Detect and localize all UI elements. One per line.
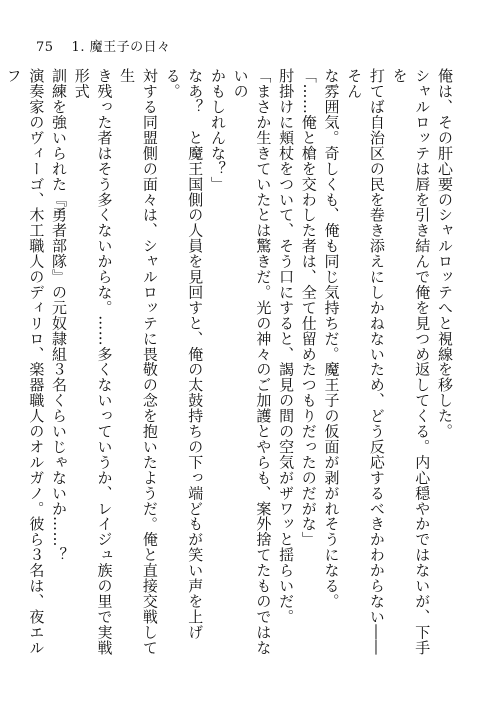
text-line: 演奏家のヴィーゴ、木工職人のディリロ、楽器職人のオルガノ。彼ら３名は、夜エルフ bbox=[4, 68, 46, 656]
text-line: シャルロッテは唇を引き結んで俺を見つめ返してくる。内心穏やかではないが、下手を bbox=[390, 68, 432, 656]
chapter-title: 1. 魔王子の日々 bbox=[71, 40, 171, 55]
text-line: き残った者はそう多くないからな。……多くないっていうか、レイジュ族の里で実戦形式 bbox=[72, 68, 114, 656]
text-line: 訓練を強いられた『勇者部隊』の元奴隷組３名くらいじゃないか……？ bbox=[50, 68, 69, 563]
text-line: な雰囲気。奇しくも、俺も同じ気持ちだ。魔王子の仮面が剥がれそうになる。 bbox=[322, 68, 341, 609]
text-line bbox=[0, 68, 2, 668]
page-number: 75 bbox=[36, 40, 54, 55]
text-line: 「まさか生きていたとは驚きだ。光の神々のご加護とやらも、案外捨てたものではないの bbox=[231, 68, 273, 656]
text-line: かもしれんな？」 bbox=[208, 68, 227, 192]
text-line: 対する同盟側の面々は、シャルロッテに畏敬の念を抱いたようだ。俺と直接交戦して生 bbox=[118, 68, 159, 656]
vertical-text-body bbox=[4, 68, 456, 668]
text-line: なあ？ と魔王国側の人員を見回すと、俺の太鼓持ちの下っ端どもが笑い声を上げる。 bbox=[163, 68, 205, 640]
text-line: 打てば自治区の民を巻き添えにしかねないため、どう反応するべきかわからない――そん bbox=[345, 68, 386, 656]
text-line: 「……俺と槍を交わした者は、全て仕留めたつもりだったのだがな」 bbox=[299, 68, 318, 547]
text-line: 俺は、その肝心要のシャルロッテへと視線を移した。 bbox=[436, 68, 454, 439]
running-header bbox=[36, 36, 171, 55]
text-line: 肘掛けに頬杖をついて、そう口にすると、謁見の間の空気がザワッと揺らいだ。 bbox=[277, 68, 296, 625]
